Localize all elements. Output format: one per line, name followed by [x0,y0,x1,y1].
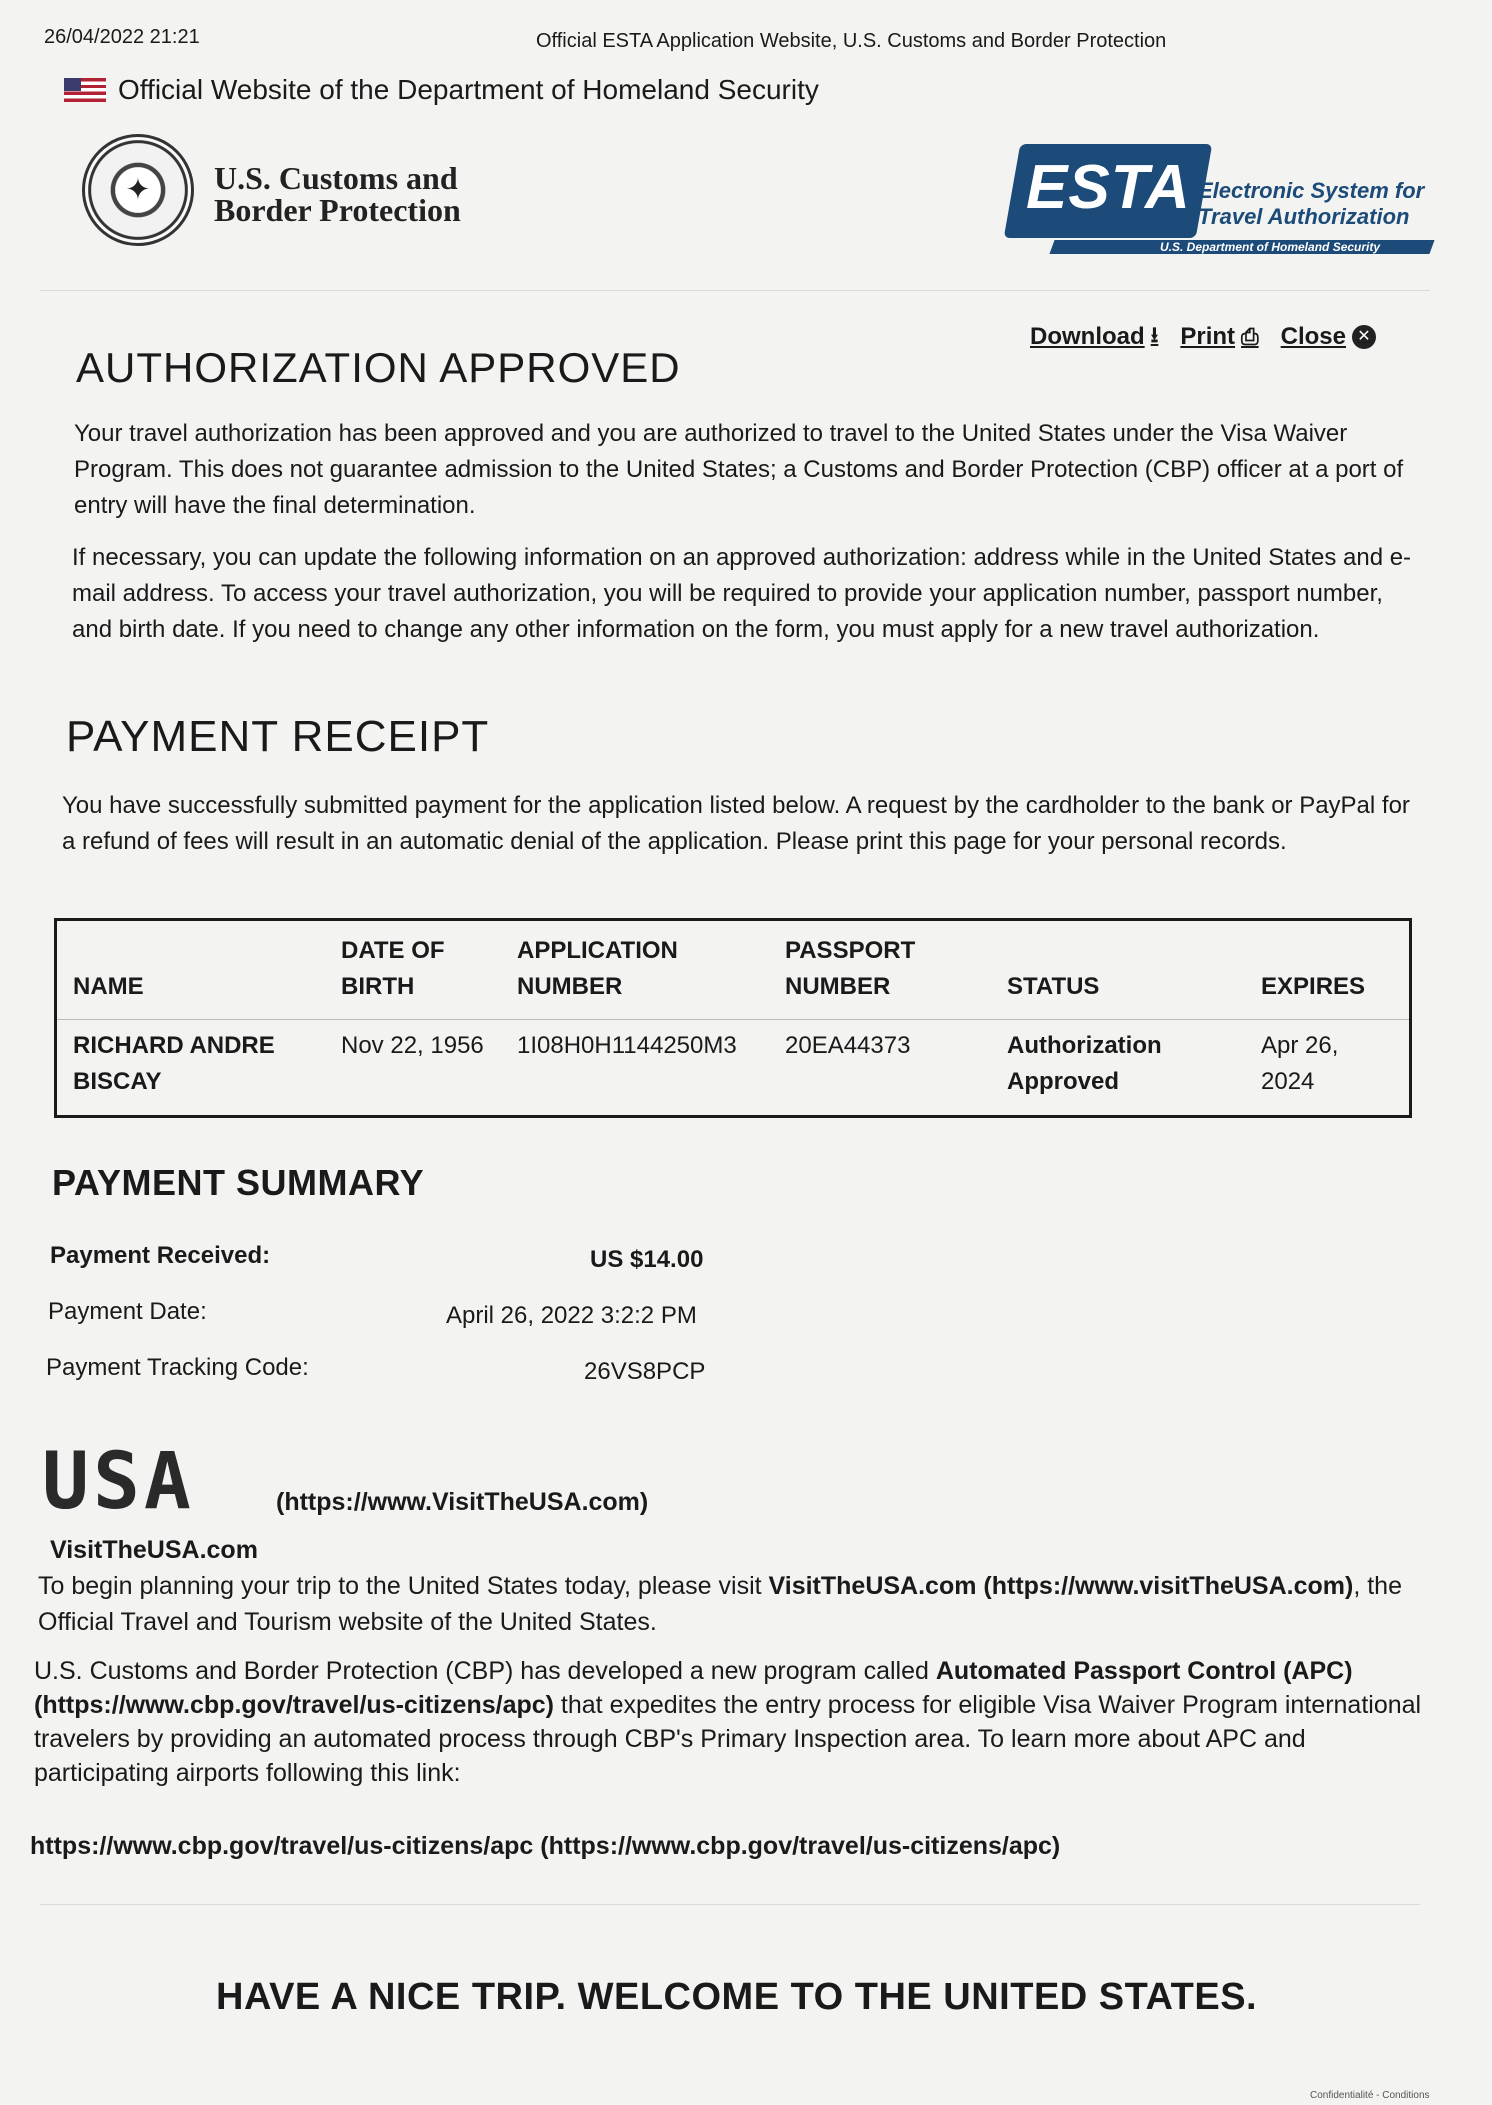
print-link[interactable] [1180,318,1258,356]
print-datetime: 26/04/2022 21:21 [44,26,200,48]
tracking-code-value: 26VS8PCP [584,1358,706,1385]
col-passport-number: PASSPORT NUMBER [785,937,916,1000]
download-label: Download [1030,323,1145,350]
cell-application-number: 1I08H0H1144250M3 [517,1032,737,1059]
payment-received-label: Payment Received: [50,1242,271,1269]
visit-usa-paragraph [38,1568,1428,1640]
visit-usa-link[interactable]: VisitTheUSA.com (https://www.visitTheUSA.com) [768,1572,1354,1600]
close-icon: ✕ [1352,325,1376,349]
esta-logo-mark: ESTA [1026,153,1191,222]
dhs-official-banner [64,74,819,106]
table-row [57,1020,1409,1101]
footer-divider [40,1904,1420,1905]
apc-text-before: U.S. Customs and Border Protection (CBP) has developed a new program called [34,1657,936,1685]
close-link[interactable] [1281,318,1376,356]
usa-logo-mark: USA [42,1437,195,1527]
esta-logo [1012,136,1432,260]
receipt-paragraph: You have successfully submitted payment for the application listed below. A request by the cardholder to the bank or PayPal for a refund of fees will result in an automatic denial of the application. Please print this page for your personal records. [62,792,1410,855]
dhs-seal-logo [82,134,194,246]
esta-logo-subtitle [1198,178,1424,230]
print-label: Print [1180,323,1236,350]
receipt-heading: PAYMENT RECEIPT [66,712,490,761]
visit-usa-logo-name: VisitTheUSA.com [50,1536,258,1564]
receipt-table [54,918,1412,1118]
cbp-name-line1: U.S. Customs and [214,160,458,196]
receipt-table-grid [57,921,1409,1100]
print-page-title: Official ESTA Application Website, U.S. Customs and Border Protection [536,30,1167,52]
header-divider [40,290,1430,291]
col-status: STATUS [1007,973,1100,1000]
summary-heading: PAYMENT SUMMARY [52,1162,425,1203]
approved-paragraph-2: If necessary, you can update the following information on an approved authorization: address while in the United States and e-mail address. To access your travel authorization, you will be required to provide your application number, passport number, and birth date. If you need to change any other information on the form, you must apply for a new travel authorization. [72,544,1412,643]
download-icon: ⭳ [1150,322,1159,347]
payment-date-label: Payment Date: [48,1298,207,1325]
us-flag-icon [64,78,106,102]
payment-date-value: April 26, 2022 3:2:2 PM [446,1302,697,1329]
col-expires: EXPIRES [1261,973,1366,1000]
esta-subtitle-line1: Electronic System for [1198,178,1425,203]
cell-name: RICHARD ANDRE BISCAY [73,1032,275,1095]
visit-usa-logo-url[interactable]: (https://www.VisitTheUSA.com) [276,1488,649,1516]
closing-message: HAVE A NICE TRIP. WELCOME TO THE UNITED STATES. [216,1976,1258,2018]
table-header-row [57,921,1409,1020]
cbp-name-line2: Border Protection [214,192,461,228]
visit-text-before: To begin planning your trip to the United States today, please visit [38,1572,769,1600]
eagle-icon: ✦ [125,173,151,207]
payment-received-value: US $14.00 [590,1246,704,1273]
esta-logo-dept: U.S. Department of Homeland Security [1160,240,1381,254]
col-name: NAME [73,973,144,1000]
esta-subtitle-line2: Travel Authorization [1198,204,1410,229]
approved-paragraph-1: Your travel authorization has been approved and you are authorized to travel to the United States under the Visa Waiver Program. This does not guarantee admission to the United States; a Customs and Border Protection (CBP) officer at a port of entry will have the final determination. [74,420,1404,519]
download-link[interactable] [1030,318,1158,356]
page-actions [1030,318,1376,356]
dhs-official-text: Official Website of the Department of Homeland Security [118,74,819,105]
apc-program-name: Automated Passport Control (APC) [935,1657,1353,1685]
cell-passport-number: 20EA44373 [785,1032,911,1059]
tracking-code-label: Payment Tracking Code: [46,1354,309,1381]
col-application-number: APPLICATION NUMBER [517,937,678,1000]
close-label: Close [1280,323,1346,350]
footer-note: Confidentialité - Conditions [1310,2090,1430,2101]
visit-text-after: , the Official Travel and Tourism website of the United States. [38,1572,1402,1636]
approved-heading: AUTHORIZATION APPROVED [76,344,681,391]
cell-status: Authorization Approved [1007,1032,1162,1095]
col-dob: DATE OF BIRTH [341,937,445,1000]
apc-text-after: that expedites the entry process for eligible Visa Waiver Program international travelers by providing an automated process through CBP's Primary Inspection area. To learn more about APC and participating airports following this link: [34,1691,1422,1787]
cell-expires: Apr 26, 2024 [1261,1032,1339,1095]
cbp-agency-name [214,162,461,226]
visit-usa-logo [42,1434,272,1530]
apc-final-link[interactable]: https://www.cbp.gov/travel/us-citizens/apc (https://www.cbp.gov/travel/us-citizens/apc) [30,1832,1061,1860]
apc-paragraph [34,1654,1428,1790]
apc-inline-link[interactable]: (https://www.cbp.gov/travel/us-citizens/apc) [34,1691,554,1719]
cell-dob: Nov 22, 1956 [341,1032,484,1059]
printer-icon: ⎙ [1241,324,1259,349]
